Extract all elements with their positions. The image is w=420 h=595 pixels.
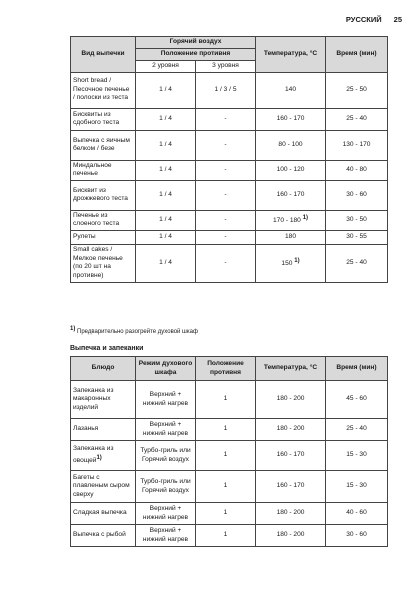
cell-time: 130 - 170: [326, 130, 388, 160]
cell-two-levels: 1 / 4: [136, 72, 196, 108]
cell-time: 15 - 30: [326, 441, 388, 471]
cell-type: Печенье из слоеного теста: [71, 210, 136, 230]
dish-name: Выпечка с рыбой: [73, 531, 126, 539]
dish-name: Лазанья: [73, 425, 99, 433]
cell-time: 30 - 50: [326, 210, 388, 230]
cell-temperature: [256, 72, 326, 108]
table-row: [71, 419, 388, 441]
cell-mode: Верхний + нижний нагрев: [136, 503, 196, 525]
footnote-ref: 1): [294, 258, 300, 265]
cell-three-levels: -: [196, 130, 256, 160]
cell-two-levels: 1 / 4: [136, 180, 196, 210]
table-row: [71, 244, 388, 282]
section-title: Выпечка и запеканки: [70, 345, 144, 352]
cell-position: 1: [196, 471, 256, 503]
cell-dish: [71, 503, 136, 525]
col-header-time: Время (мин): [326, 37, 388, 73]
temperature-value: 170 - 180: [272, 217, 301, 225]
cell-dish: [71, 471, 136, 503]
cell-type: Small cakes / Мелкое печенье (по 20 шт на противне): [71, 244, 136, 282]
cell-time: 45 - 60: [326, 381, 388, 419]
cell-temperature: 160 - 170: [256, 471, 326, 503]
dish-name: Запеканка из овощей: [73, 445, 114, 465]
cell-time: 25 - 50: [326, 72, 388, 108]
temperature-value: 150: [281, 260, 293, 268]
cell-temperature: 180 - 200: [256, 503, 326, 525]
footnote-text: Предварительно разогрейте духовой шкаф: [77, 329, 198, 335]
table-row: [71, 108, 388, 130]
cell-temperature: 180 - 200: [256, 525, 326, 547]
cell-time: 25 - 40: [326, 419, 388, 441]
cell-time: 40 - 60: [326, 503, 388, 525]
cell-position: 1: [196, 381, 256, 419]
cell-mode: Верхний + нижний нагрев: [136, 381, 196, 419]
temperature-value: 180: [285, 232, 297, 240]
col-header-temperature: Температура, °C: [256, 37, 326, 73]
footnote: [70, 326, 198, 335]
table-row: [71, 441, 388, 471]
cell-temperature: [256, 244, 326, 282]
cell-position: 1: [196, 503, 256, 525]
cell-type: Рулеты: [71, 230, 136, 244]
col-header-dish: Блюдо: [71, 357, 136, 381]
cell-three-levels: -: [196, 244, 256, 282]
cell-two-levels: 1 / 4: [136, 130, 196, 160]
cell-dish: [71, 419, 136, 441]
temperature-value: 140: [285, 85, 297, 93]
cell-temperature: 180 - 200: [256, 381, 326, 419]
cell-two-levels: 1 / 4: [136, 230, 196, 244]
cell-three-levels: -: [196, 160, 256, 180]
cell-position: 1: [196, 441, 256, 471]
col-header-rack-position: Положение противня: [136, 49, 256, 61]
table-row: [71, 503, 388, 525]
page-number: 25: [393, 15, 402, 24]
dish-name: Запеканка из макаронных изделий: [73, 386, 114, 411]
col-header-two-levels: 2 уровня: [136, 61, 196, 73]
header-language: РУССКИЙ: [345, 15, 382, 24]
cell-temperature: [256, 210, 326, 230]
cell-three-levels: 1 / 3 / 5: [196, 72, 256, 108]
cell-temperature: [256, 130, 326, 160]
cell-temperature: [256, 180, 326, 210]
col-header-temperature: Температура, °C: [256, 357, 326, 381]
cell-temperature: [256, 108, 326, 130]
table-row: [71, 525, 388, 547]
footnote-marker: 1): [70, 326, 76, 332]
table-row: [71, 381, 388, 419]
cell-type: Бисквиты из сдобного теста: [71, 108, 136, 130]
cell-mode: Турбо-гриль или Горячий воздух: [136, 471, 196, 503]
footnote-ref: 1): [96, 454, 102, 461]
temperature-value: 80 - 100: [278, 140, 303, 148]
col-header-mode: Режим духового шкафа: [136, 357, 196, 381]
cell-position: 1: [196, 525, 256, 547]
cell-time: 15 - 30: [326, 471, 388, 503]
footnote-ref: 1): [302, 215, 309, 222]
cell-time: 40 - 80: [326, 160, 388, 180]
cell-type: Short bread / Песочное печенье / полоски из теста: [71, 72, 136, 108]
cell-three-levels: -: [196, 108, 256, 130]
cell-time: 30 - 55: [326, 230, 388, 244]
dish-name: Багеты с плавленым сыром сверху: [73, 473, 130, 498]
col-header-three-levels: 3 уровня: [196, 61, 256, 73]
cell-position: 1: [196, 419, 256, 441]
cell-type: Выпечка с яичным белком / безе: [71, 130, 136, 160]
cell-time: 30 - 60: [326, 180, 388, 210]
cell-two-levels: 1 / 4: [136, 108, 196, 130]
cell-time: 25 - 40: [326, 244, 388, 282]
temperature-value: 160 - 170: [276, 114, 305, 122]
table-row: [71, 72, 388, 108]
cell-two-levels: 1 / 4: [136, 160, 196, 180]
cell-three-levels: -: [196, 210, 256, 230]
cell-type: Миндальное печенье: [71, 160, 136, 180]
cell-temperature: [256, 230, 326, 244]
table-row: [71, 471, 388, 503]
cell-two-levels: 1 / 4: [136, 210, 196, 230]
cell-time: 30 - 60: [326, 525, 388, 547]
cell-dish: [71, 441, 136, 471]
dish-name: Сладкая выпечка: [73, 509, 127, 517]
col-header-time: Время (мин): [326, 357, 388, 381]
col-header-type: Вид выпечки: [71, 37, 136, 73]
table-row: [71, 130, 388, 160]
temperature-value: 100 - 120: [276, 165, 305, 173]
cell-two-levels: 1 / 4: [136, 244, 196, 282]
col-header-hot-air: Горячий воздух: [136, 37, 256, 49]
table-row: [71, 230, 388, 244]
page-header: [346, 15, 402, 24]
casserole-table: [70, 356, 388, 547]
cell-mode: Верхний + нижний нагрев: [136, 419, 196, 441]
table-row: [71, 160, 388, 180]
cell-three-levels: -: [196, 180, 256, 210]
cell-dish: [71, 381, 136, 419]
cell-temperature: 160 - 170: [256, 441, 326, 471]
cell-type: Бисквит из дрожжевого теста: [71, 180, 136, 210]
cell-dish: [71, 525, 136, 547]
cell-time: 25 - 40: [326, 108, 388, 130]
table-row: [71, 180, 388, 210]
cell-temperature: [256, 160, 326, 180]
cell-temperature: 180 - 200: [256, 419, 326, 441]
baking-table: [70, 36, 388, 283]
cell-three-levels: -: [196, 230, 256, 244]
temperature-value: 160 - 170: [276, 190, 305, 198]
cell-mode: Турбо-гриль или Горячий воздух: [136, 441, 196, 471]
col-header-position: Положение противня: [196, 357, 256, 381]
table-row: [71, 210, 388, 230]
cell-mode: Верхний + нижний нагрев: [136, 525, 196, 547]
